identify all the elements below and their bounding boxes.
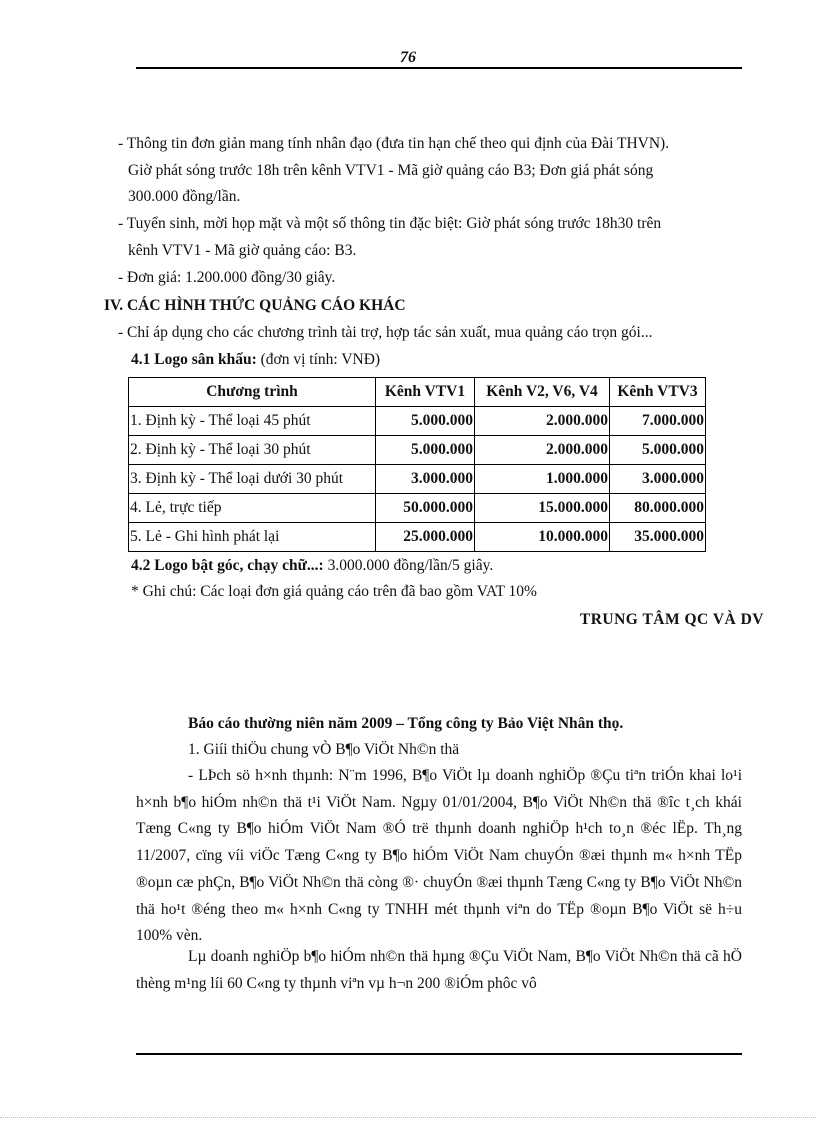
report-subheading: 1. Giíi thiÖu chung vÒ B¶o ViÖt Nh©n thä xyxy=(188,741,460,758)
section-bullet: - Chỉ áp dụng cho các chương trình tài trợ, hợp tác sản xuất, mua quảng cáo trọn gói... xyxy=(118,324,653,341)
cell-value: 2.000.000 xyxy=(475,407,610,436)
cell-value: 5.000.000 xyxy=(610,436,706,465)
report-title: Báo cáo thường niên năm 2009 – Tổng công ty Bảo Việt Nhân thọ. xyxy=(188,715,624,732)
cell-program: 5. Lẻ - Ghi hình phát lại xyxy=(129,523,376,552)
cell-program: 1. Định kỳ - Thể loại 45 phút xyxy=(129,407,376,436)
cell-value: 35.000.000 xyxy=(610,523,706,552)
header-vtv1: Kênh VTV1 xyxy=(376,378,475,407)
cell-program: 4. Lẻ, trực tiếp xyxy=(129,494,376,523)
cell-value: 80.000.000 xyxy=(610,494,706,523)
cell-value: 10.000.000 xyxy=(475,523,610,552)
table-header-row xyxy=(129,378,706,407)
header-vtv3: Kênh VTV3 xyxy=(610,378,706,407)
logo-subheading-label: 4.1 Logo sân khấu: xyxy=(131,351,257,368)
page-number: 76 xyxy=(400,49,416,66)
bullet-1-line-1: - Thông tin đơn giản mang tính nhân đạo (đưa tin hạn chế theo qui định của Đài THVN). xyxy=(118,135,670,152)
cell-value: 3.000.000 xyxy=(610,465,706,494)
cell-program: 3. Định kỳ - Thể loại dưới 30 phút xyxy=(129,465,376,494)
bullet-2-line-2: kênh VTV1 - Mã giờ quảng cáo: B3. xyxy=(128,242,357,259)
cell-value: 50.000.000 xyxy=(376,494,475,523)
cell-value: 1.000.000 xyxy=(475,465,610,494)
signature: TRUNG TÂM QC VÀ DV xyxy=(579,611,764,628)
table-row xyxy=(129,465,706,494)
bullet-3-line-1: - Đơn giá: 1.200.000 đồng/30 giây. xyxy=(118,269,336,286)
bullet-1-line-3: 300.000 đồng/lần. xyxy=(128,188,241,205)
report-paragraph-2: Lµ doanh nghiÖp b¶o hiÓm nh©n thä hµng ®Çu ViÖt Nam, B¶o ViÖt Nh©n thä cã hÖ thèng m¹ng líi 60 C«ng ty thµnh viªn vµ h¬n 200 ®iÓm phôc vô xyxy=(136,948,742,992)
table-row xyxy=(129,494,706,523)
page-edge-divider xyxy=(0,1117,816,1118)
section-heading: IV. CÁC HÌNH THỨC QUẢNG CÁO KHÁC xyxy=(104,297,406,314)
header-rule xyxy=(136,67,742,69)
logo-subheading xyxy=(131,350,380,370)
bullet-1-line-2: Giờ phát sóng trước 18h trên kênh VTV1 - Mã giờ quảng cáo B3; Đơn giá phát sóng xyxy=(128,162,654,179)
logo2-line xyxy=(131,556,493,576)
logo2-label: 4.2 Logo bật góc, chạy chữ...: xyxy=(131,557,324,574)
header-v2v6v4: Kênh V2, V6, V4 xyxy=(475,378,610,407)
table-row xyxy=(129,436,706,465)
cell-value: 25.000.000 xyxy=(376,523,475,552)
cell-value: 7.000.000 xyxy=(610,407,706,436)
footer-rule xyxy=(136,1053,742,1055)
table-row xyxy=(129,523,706,552)
report-paragraph-1: - LÞch sö h×nh thµnh: N¨m 1996, B¶o ViÖt lµ doanh nghiÖp ®Çu tiªn triÓn khai lo¹i h×nh b¶o hiÓm nh©n thä t¹i ViÖt Nam. Ngµy 01/01/2004, B¶o ViÖt Nh©n thä ®îc t¸ch khái Tæng C«ng ty B¶o hiÓm ViÖt Nam ®Ó trë thµnh doanh nghiÖp h¹ch to¸n ®éc lËp. Th¸ng 11/2007, cïng víi viÖc Tæng C«ng ty B¶o hiÓm ViÖt Nam chuyÓn ®æi thµnh m« h×nh TËp ®oµn cæ phÇn, B¶o ViÖt Nh©n thä còng ®· chuyÓn ®æi thµnh Tæng C«ng ty B¶o ViÖt Nh©n thä ho¹t ®éng theo m« h×nh C«ng ty TNHH mét thµnh viªn do TËp ®oµn B¶o ViÖt së h÷u 100% vèn. xyxy=(136,767,742,945)
cell-program: 2. Định kỳ - Thể loại 30 phút xyxy=(129,436,376,465)
logo2-value: 3.000.000 đồng/lần/5 giây. xyxy=(327,557,494,574)
logo-price-table xyxy=(128,377,706,552)
cell-value: 15.000.000 xyxy=(475,494,610,523)
table-row xyxy=(129,407,706,436)
logo-subheading-unit: (đơn vị tính: VNĐ) xyxy=(260,351,381,368)
header-program: Chương trình xyxy=(129,378,376,407)
cell-value: 2.000.000 xyxy=(475,436,610,465)
vat-note: * Ghi chú: Các loại đơn giá quảng cáo trên đã bao gồm VAT 10% xyxy=(131,583,537,600)
cell-value: 5.000.000 xyxy=(376,436,475,465)
cell-value: 5.000.000 xyxy=(376,407,475,436)
bullet-2-line-1: - Tuyển sinh, mời họp mặt và một số thông tin đặc biệt: Giờ phát sóng trước 18h30 trên xyxy=(118,215,662,232)
cell-value: 3.000.000 xyxy=(376,465,475,494)
